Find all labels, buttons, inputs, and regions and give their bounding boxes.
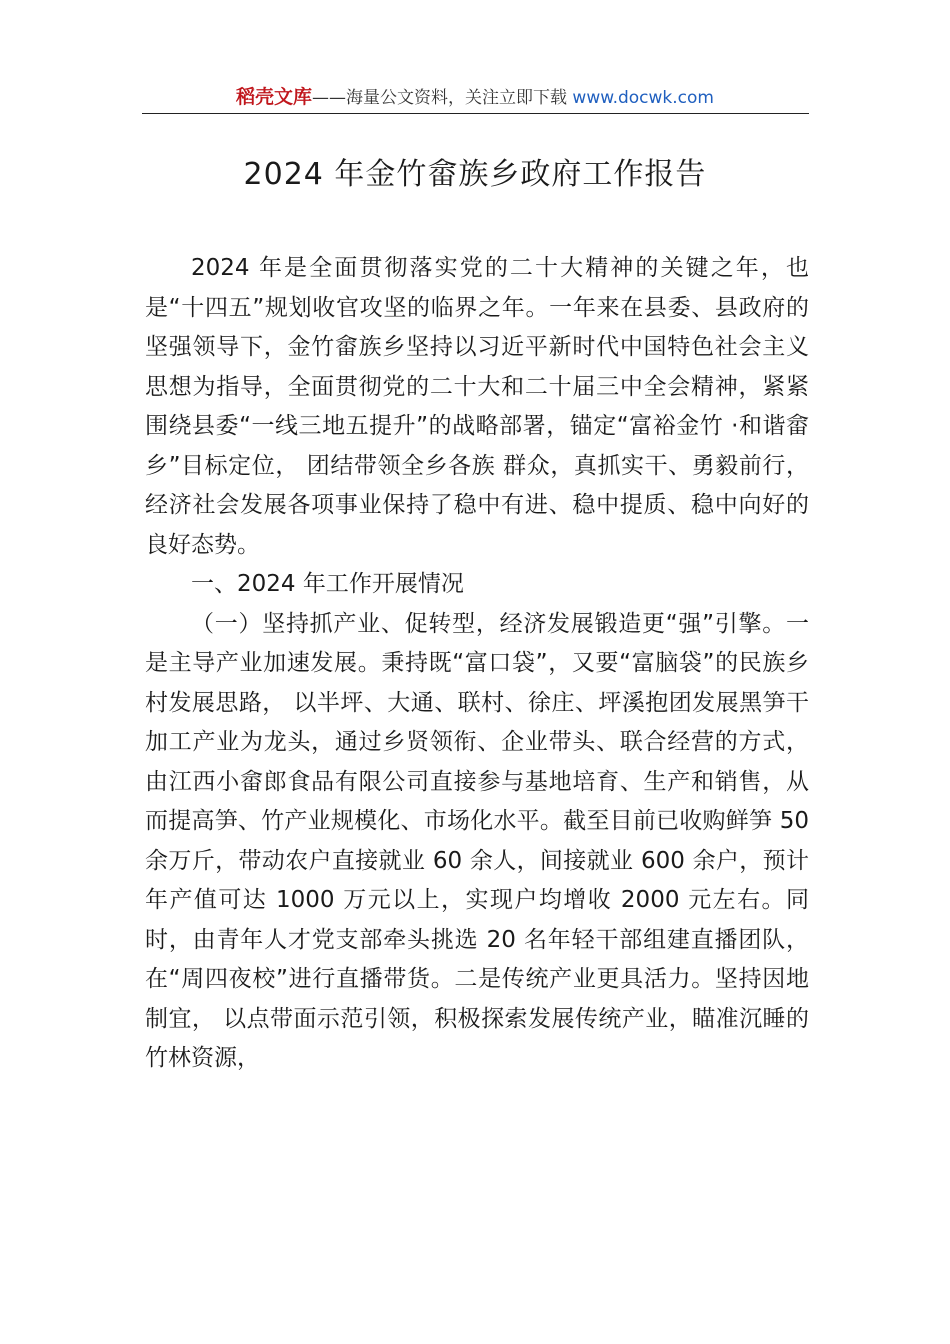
paragraph-intro: 2024 年是全面贯彻落实党的二十大精神的关键之年，也是“十四五”规划收官攻坚的临界之年。一年来在县委、县政府的坚强领导下，金竹畲族乡坚持以习近平新时代中国特色社会主义思想为指导，全面贯彻党的二十大和二十届三中全会精神，紧紧围绕县委“一线三地五提升”的战略部署，锚定“富裕金竹 ·和谐畲乡”目标定位， 团结带领全乡各族 群众，真抓实干、勇毅前行，经济社会发展各项事业保持了稳中有进、稳中提质、稳中向好的良好态势。 <box>145 255 809 558</box>
header-slogan: ——海量公文资料，关注立即下载 <box>312 88 573 108</box>
site-link[interactable]: www.docwk.com <box>572 88 714 108</box>
document-body <box>145 249 809 1079</box>
header-divider <box>142 113 809 114</box>
document-title: 2024 年金竹畲族乡政府工作报告 <box>243 157 707 192</box>
brand-name: 稻壳文库 <box>236 86 313 108</box>
document-header <box>0 84 950 111</box>
section-heading: 一、2024 年工作开展情况 <box>191 571 464 597</box>
paragraph-industry: （一）坚持抓产业、促转型，经济发展锻造更“强”引擎。一是主导产业加速发展。秉持既“富口袋”，又要“富脑袋”的民族乡村发展思路， 以半坪、大通、联村、徐庄、坪溪抱团发展黑笋干加工产业为龙头，通过乡贤领衔、企业带头、联合经营的方式， 由江西小畲郎食品有限公司直接参与基地培育、生产和销售，从而提高笋、竹产业规模化、市场化水平。截至目前已收购鲜笋 50 余万斤，带动农户直接就业 60 余人，间接就业 600 余户，预计年产值可达 1000 万元以上，实现户均增收 2000 元左右。同时，由青年人才党支部牵头挑选 20 名年轻干部组建直播团队，在“周四夜校”进行直播带货。二是传统产业更具活力。坚持因地制宜， 以点带面示范引领，积极探索发展传统产业，瞄准沉睡的竹林资源， <box>145 610 809 1071</box>
